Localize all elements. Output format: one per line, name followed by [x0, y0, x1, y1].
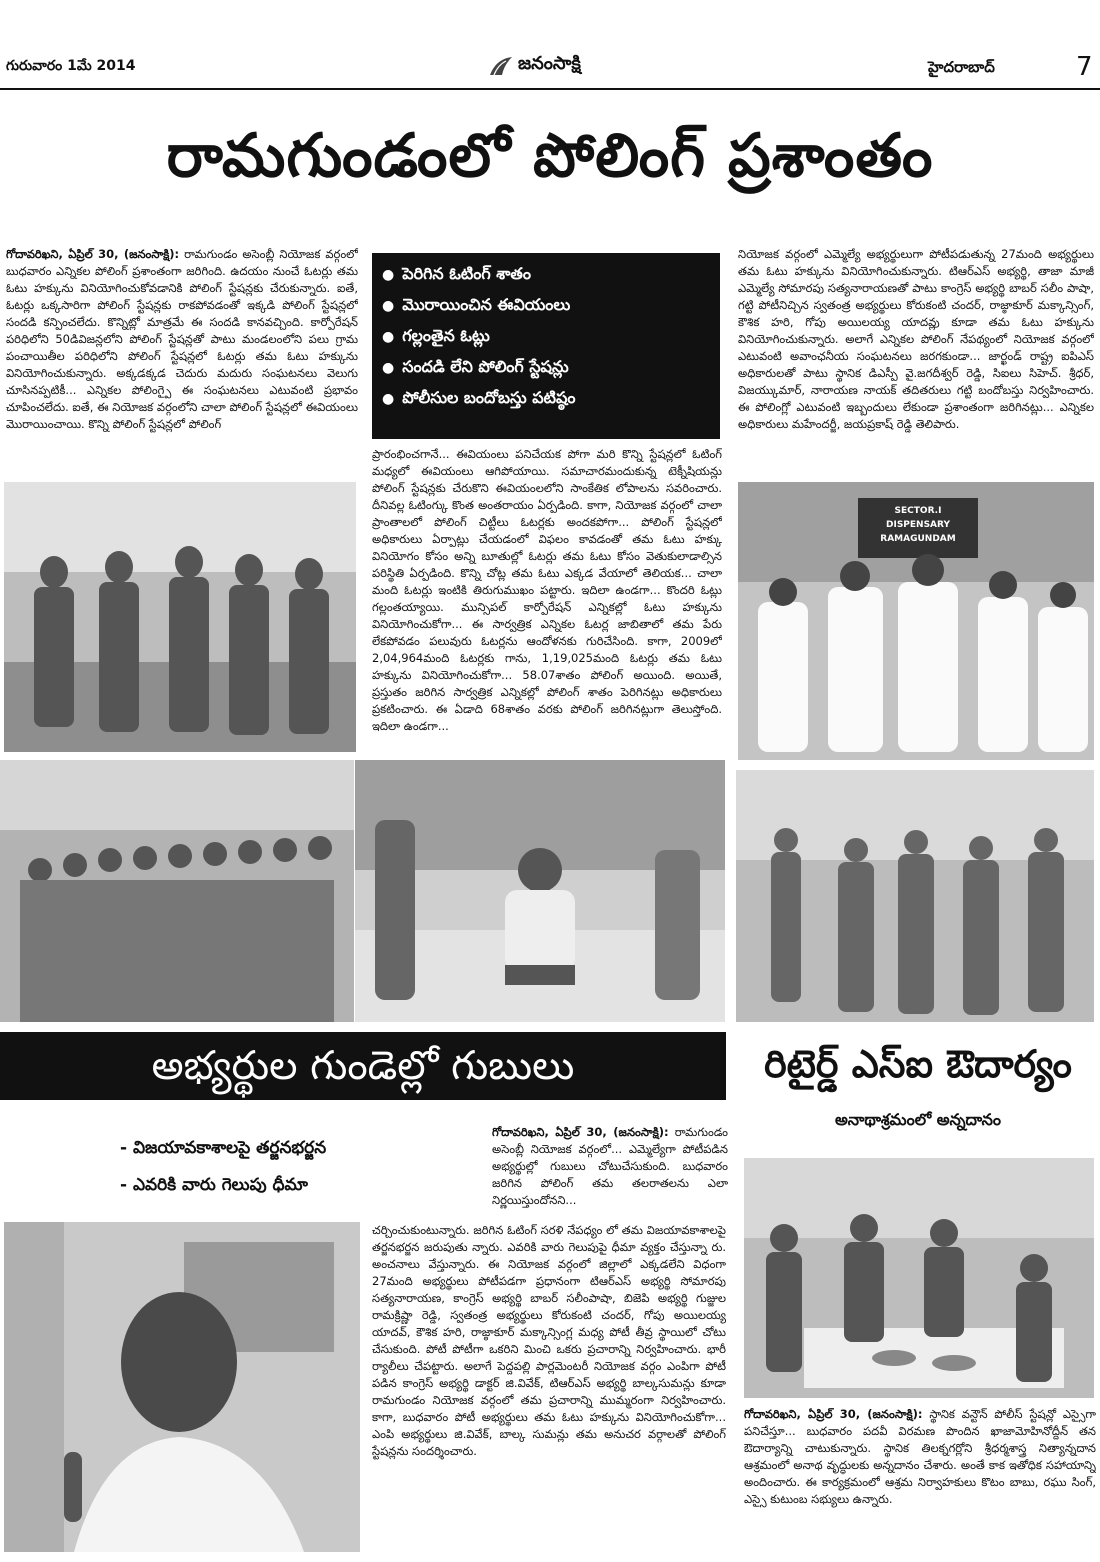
- main-story-col2: ప్రారంభించగానే... ఈవియంలు పనిచేయక పోగా మరి కొన్ని స్టేషన్లలో ఓటింగ్ మధ్యలో ఈవియంలు ఆగిపోయాయి. సమాచారమందుకున్న టెక్నీషియన్లు పోలింగ్ స్టేషన్లకు చేరుకొని ఈవియంలలోని సాంకేతిక లోపాలను సవరించారు. దీనివల్ల ఓటింగ్కు కొంత అంతరాయం ఏర్పడింది. కాగా, నియోజక వర్గంలో చాలా ప్రాంతాలలో పోలింగ్ చిట్టీలు ఓటర్లకు అందకపోగా... పోలింగ్ స్టేషన్లలో అధికారులు ఏర్పాట్లు చేయడంలో విఫలం కావడంతో తమ ఓటు హక్కు వినియోగం కోసం అన్ని బూతుల్లో ఓటర్లు తమ ఓటు కోసం వెతుకులాడాల్సిన పరిస్థితి ఏర్పడింది. కొన్ని చోట్ల తమ ఓటు ఎక్కడ వేయాలో తెలియక... చాలా మంది ఓటర్లు ఇంటికి తిరుగుముఖం పట్టారు. ఇదిలా ఉండగా... కొందరి ఓట్లు గల్లంతయ్యాయి. మున్సిపల్ కార్పోరేషన్ ఎన్నికల్లో ఓటు హక్కును వినియోగించుకోగా... ఈ సార్వత్రిక ఎన్నికల ఓటర్ల జాబితాలో తమ పేరు లేకపోవడం పలువురు ఓటర్లను ఆందోళనకు గురిచేసింది. కాగా, 2009లో 2,04,964మంది ఓటర్లకు గాను, 1,19,025మంది ఓటర్లు తమ ఓటు హక్కును వినియోగించుకోగా... 58.07శాతం పోలింగ్ అయింది. అయితే, ప్రస్తుతం జరిగిన సార్వత్రిక ఎన్నికల్లో పోలింగ్ శాతం పెరిగినట్లు అధికారులు ప్రకటించారు. ఈ ఏడాది 68శాతం వరకు పోలింగ్ జరిగినట్లుగా తెలుస్తోంది. ఇదిలా ఉండగా...: [372, 447, 722, 733]
- photo-women-voters: [736, 770, 1094, 1022]
- paper-name: జనంసాక్షి: [518, 53, 581, 74]
- highlight-item: ● గల్లంతైన ఓట్లు: [382, 321, 710, 352]
- masthead-rule: [0, 88, 1100, 90]
- story2-subhead-2: - ఎవరికి వారు గెలుపు ధీమా: [120, 1175, 308, 1195]
- photo-leaders-inked-fingers: [738, 482, 1094, 760]
- story2-lead: [492, 1124, 728, 1220]
- story3-subhead: అనాథాశ్రమంలో అన్నదానం: [834, 1110, 1002, 1129]
- dispensary-sign: SECTOR.I DISPENSARY RAMAGUNDAM: [880, 506, 956, 544]
- main-story-col1: [6, 246, 358, 474]
- photo-disabled-voter: [355, 760, 725, 1022]
- edition-city: హైదరాబాద్: [928, 58, 995, 76]
- story3-body: [744, 1406, 1096, 1554]
- main-dateline: గోదావరిఖని, ఏప్రిల్ 30, (జనంసాక్షి):: [6, 247, 180, 261]
- story2-headline: అభ్యర్థుల గుండెల్లో గుబులు: [0, 1032, 726, 1100]
- issue-date: గురువారం 1మే 2014: [6, 58, 136, 74]
- highlights-box: [372, 253, 720, 439]
- story3-body-text: స్థానిక వన్టౌన్ పోలీస్ స్టేషన్లో ఎస్సైగా పనిచేస్తూ... బుధవారం పదవీ విరమణ పొందిన ఖాజామోహినోద్దీన్ తన ఔదార్యాన్ని చాటుకున్నారు. స్థానిక తిలక్నగర్లోని శ్రీధర్మశాస్త్ర నిత్యాన్నదాన ఆశ్రమంలో అనాథ వృద్ధులకు అన్నదానం చేశారు. అంతే కాక ఇతోధిక సహాయాన్ని అందించారు. ఈ కార్యక్రమంలో ఆశ్రమ నిర్వాహకులు కొటం బాబు, రఘు సింగ్, ఎస్సై కుటుంబ సభ్యులు ఉన్నారు.: [744, 1407, 1096, 1506]
- main-headline: రామగుండంలో పోలింగ్ ప్రశాంతం: [166, 121, 934, 191]
- photo-students-voters: [4, 482, 356, 752]
- story2-lead-text: రామగుండం అసెంబ్లీ నియోజక వర్గంలో... ఎమ్మెల్యేగా పోటీపడిన అభ్యర్థుల్లో గుబులు చోటుచేసుకుంది. బుధవారం జరిగిన పోలింగ్ తమ తలరాతలను ఎలా నిర్ణయిస్తుందోనని...: [492, 1125, 728, 1207]
- highlight-item: ● మొరాయించిన ఈవియంలు: [382, 290, 710, 321]
- main-col1-text: రామగుండం అసెంబ్లీ నియోజక వర్గంలో బుధవారం ఎన్నికల పోలింగ్ ప్రశాంతంగా జరిగింది. ఉదయం నుంచే ఓటర్లు తమ ఓటు హక్కును వినియోగించుకోవడానికి పోలింగ్ స్టేషన్లకు చేరుకున్నారు. ఐతే, ఓటర్లు ఒక్కసారిగా పోలింగ్ స్టేషన్లకు రాకపోవడంతో ఇక్కడి పోలింగ్ స్టేషన్లలో సందడి కన్పించలేదు. కొన్నిట్లో మాత్రమే ఈ సందడి కానవచ్చింది. కార్పోరేషన్ పరిధిలోని 50డివిజన్లలోని పోలింగ్ స్టేషన్లతో పాటు మండలంలోని పలు గ్రామ పంచాయితీల పరిధిలోని పోలింగ్ స్టేషన్లలో ఓటర్లు తమ ఓటు హక్కును వినియోగించుకున్నారు. అక్కడక్కడ చెదురు మదురు సంఘటనలు వెలుగు చూసినప్పటికీ... ఎన్నికల పోలింగ్పై ఈ సంఘటనలు ఎటువంటి ప్రభావం చూపించలేదు. ఐతే, ఈ నియోజక వర్గంలోని చాలా పోలింగ్ స్టేషన్లలో ఈవియంలు మొరాయించాయి. కొన్ని పోలింగ్ స్టేషన్లలో పోలింగ్: [6, 247, 358, 431]
- photo-voters-queue: [0, 760, 354, 1022]
- paper-logo: [488, 53, 581, 78]
- story3-headline: రిటైర్డ్ ఎస్ఐ ఔదార్యం: [764, 1042, 1072, 1086]
- story2-subhead-1: - విజయావకాశాలపై తర్జనభర్జన: [120, 1138, 327, 1158]
- highlight-item: ● సందడి లేని పోలింగ్ స్టేషన్లు: [382, 352, 710, 383]
- main-story-col3: నియోజక వర్గంలో ఎమ్మెల్యే అభ్యర్థులుగా పోటీపడుతున్న 27మంది అభ్యర్థులు తమ ఓటు హక్కును వినియోగించుకున్నారు. టిఆర్ఎస్ అభ్యర్థి, తాజా మాజీ ఎమ్మెల్యే సోమారపు సత్యనారాయణతో పాటు కాంగ్రెస్ అభ్యర్థి బాబర్ సలీం పాషా, గట్టి పోటీనిచ్చిన స్వతంత్ర అభ్యర్థులు కోరుకంటి చందర్, రాజ్ఠాకూర్ మక్కాన్సింగ్, కౌశిక హరి, గోపు అయిలయ్య యాదవ్లు కూడా తమ ఓటు హక్కును వినియోగించుకున్నారు. అలాగే ఎన్నికల పోలింగ్ నేపథ్యంలో నియోజక వర్గంలో ఎటువంటి అవాంఛనీయ సంఘటనలు జరగకుండా... జార్ఖండ్ రాష్ట్ర ఐపిఎస్ అధికారులతో పాటు స్థానిక డిఎస్పీ వై.జగదీశ్వర్ రెడ్డి, సిఐలు సిహెచ్. శ్రీధర్, విజయ్కుమార్, నారాయణ నాయక్ తదితరులు గట్టి బందోబస్తు నిర్వహించారు. ఈ పోలింగ్లో ఎటువంటి ఇబ్బందులు లేకుండా ప్రశాంతంగా జరిగినట్లు... ఎన్నికల అధికారులు మహేందర్జీ, జయప్రకాష్ రెడ్డి తెలిపారు.: [738, 247, 1094, 431]
- highlight-item: ● పోలీసుల బందోబస్తు పటిష్ఠం: [382, 383, 710, 414]
- photo-candidate-inked-finger: [4, 1222, 360, 1552]
- story3-dateline: గోదావరిఖని, ఏప్రిల్ 30, (జనంసాక్షి):: [744, 1407, 923, 1421]
- logo-emblem-icon: [488, 55, 514, 77]
- page-number: 7: [1076, 52, 1093, 82]
- highlight-item: ● పెరిగిన ఓటింగ్ శాతం: [382, 259, 710, 290]
- story2-dateline: గోదావరిఖని, ఏప్రిల్ 30, (జనంసాక్షి):: [492, 1125, 669, 1139]
- story2-body: చర్చించుకుంటున్నారు. జరిగిన ఓటింగ్ సరళి నేపధ్యం లో తమ విజయావకాశాలపై తర్జనభర్జన జరుపుతు న్నారు. ఎవరికి వారు గెలుపుపై ధీమా వ్యక్తం చేస్తున్నా రు. అంచనాలు వేస్తున్నారు. ఈ నియోజక వర్గంలో జిల్లాలో ఎక్కడలేని విధంగా 27మంది అభ్యర్థులు పోటీపడగా ప్రధానంగా టిఆర్ఎస్ అభ్యర్థి సోమారపు సత్యనారాయణ, కాంగ్రెస్ అభ్యర్థి బాబర్ సలీంపాషా, బిజెపి అభ్యర్థి గుజ్జుల రామక్రిష్ణా రెడ్డి, స్వతంత్ర అభ్యర్థులు కోరుకంటి చందర్, గోపు అయిలయ్య యాదవ్, కౌశిక హరి, రాజ్ఠాకూర్ మక్కాన్సింగ్ల మధ్య పోటీ తీవ్ర స్థాయిలో చోటు చేసుకుంది. పోటీ పోటీగా ఒకరిని మించి ఒకరు ప్రచారాన్ని నిర్వహించారు. భారీ ర్యాలీలు చేపట్టారు. అలాగే పెద్దపల్లి పార్లమెంటరీ నియోజక వర్గం ఎంపిగా పోటీ పడిన కాంగ్రెస్ అభ్యర్థి డాక్టర్ జి.వివేక్, టిఆర్ఎస్ అభ్యర్థి బాల్కసుమన్లు కూడా రామగుండం నియోజక వర్గంలో తమ ప్రచారాన్ని ముమ్మరంగా నిర్వహించారు. కాగా, బుధవారం పోటీ అభ్యర్థులు తమ ఓటు హక్కును వినియోగించుకోగా... ఎంపి అభ్యర్థులు జి.వివేక్, బాల్క సుమన్లు తమ అనుచర వర్గాలతో పోలింగ్ స్టేషన్లను సందర్శించారు.: [372, 1223, 726, 1458]
- photo-food-distribution: [744, 1158, 1094, 1398]
